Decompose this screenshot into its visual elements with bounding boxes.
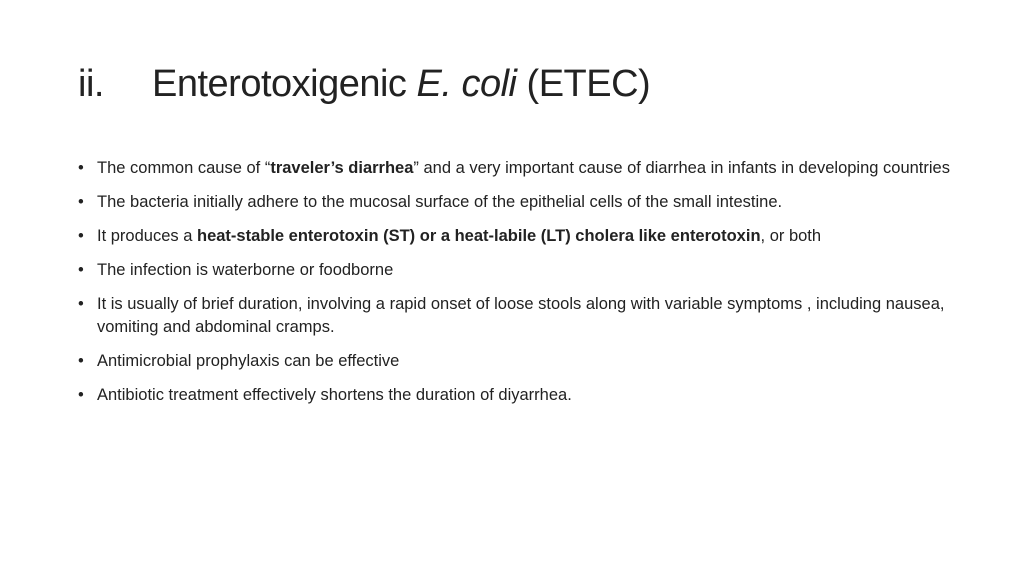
bullet-dot: • xyxy=(78,386,84,404)
bullet-item xyxy=(78,350,958,373)
bullet-dot: • xyxy=(78,352,84,370)
bullet-dot: • xyxy=(78,261,84,279)
bullet-item xyxy=(78,157,958,180)
bullet-item xyxy=(78,384,958,407)
title-abbreviation: (ETEC) xyxy=(516,63,651,105)
bullet-text: The infection is waterborne or foodborne xyxy=(97,261,394,279)
bullet-dot: • xyxy=(78,193,84,211)
bullet-item xyxy=(78,293,958,339)
bullet-dot: • xyxy=(78,159,84,177)
bullet-text: The bacteria initially adhere to the mucosal surface of the epithelial cells of the small intestine. xyxy=(97,193,783,211)
bullet-text: It produces a xyxy=(97,227,197,245)
bullet-list xyxy=(78,157,958,418)
bullet-bold-text: traveler’s diarrhea xyxy=(270,159,414,177)
title-text: Enterotoxigenic xyxy=(152,63,417,105)
bullet-dot: • xyxy=(78,227,84,245)
bullet-text-tail: ” and a very important cause of diarrhea in infants in developing countries xyxy=(413,159,950,177)
title-number: ii. xyxy=(78,63,104,105)
bullet-text: It is usually of brief duration, involving a rapid onset of loose stools along with variable symptoms , including nausea, vomiting and abdominal cramps. xyxy=(97,295,945,336)
slide-title xyxy=(78,58,650,110)
bullet-item xyxy=(78,191,958,214)
bullet-item xyxy=(78,225,958,248)
bullet-text: Antimicrobial prophylaxis can be effective xyxy=(97,352,400,370)
bullet-bold-text: heat-stable enterotoxin (ST) or a heat-labile (LT) cholera like enterotoxin xyxy=(196,227,761,245)
bullet-text: The common cause of “ xyxy=(97,159,271,177)
bullet-item xyxy=(78,259,958,282)
bullet-text-tail: , or both xyxy=(760,227,822,245)
bullet-text: Antibiotic treatment effectively shortens the duration of diyarrhea. xyxy=(97,386,572,404)
title-italic-organism: E. coli xyxy=(416,63,517,105)
bullet-dot: • xyxy=(78,295,84,313)
